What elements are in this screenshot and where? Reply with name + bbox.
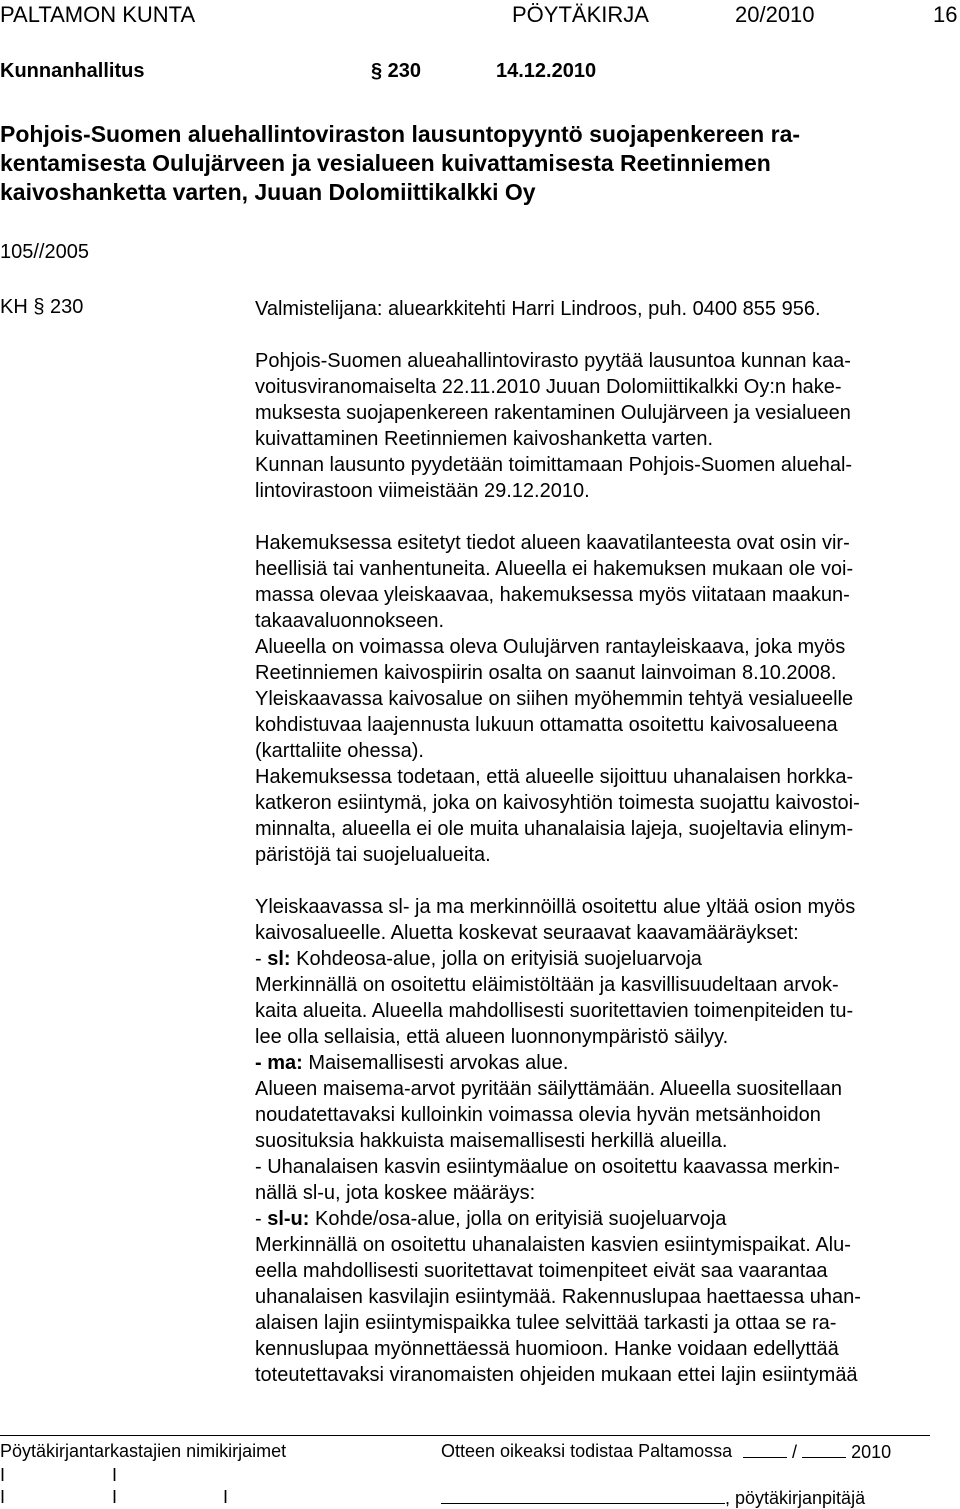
body-name: Kunnanhallitus: [0, 60, 145, 82]
date-slash: /: [792, 1442, 798, 1462]
text-line: voitusviranomaiselta 22.11.2010 Juuan Dolomiittikalkki Oy:n hake-: [255, 376, 842, 398]
section-label: KH § 230: [0, 296, 84, 318]
paragraph-regulations: [255, 894, 960, 1388]
month-blank: [802, 1441, 846, 1458]
meeting-date: 14.12.2010: [496, 60, 597, 82]
text-line: - ma: Maisemallisesti arvokas alue.: [255, 1052, 569, 1074]
text-line: kuivattaminen Reetinniemen kaivoshanketta varten.: [255, 428, 714, 450]
signature-blank: [441, 1487, 725, 1504]
document-body: [255, 296, 960, 1388]
text-line: - sl-u: Kohde/osa-alue, jolla on erityisiä suojeluarvoja: [255, 1208, 727, 1230]
text-line: Hakemuksessa todetaan, että alueelle sijoittuu uhanalaisen horkka-: [255, 766, 854, 788]
text-line: Alueen maisema-arvot pyritään säilyttämään. Alueella suositellaan: [255, 1078, 842, 1100]
text-line: eella mahdollisesti suoritettavat toimenpiteet eivät saa vaarantaa: [255, 1260, 828, 1282]
text-line: toteutettavaksi viranomaisten ohjeiden mukaan ettei lajin esiintymää: [255, 1364, 858, 1386]
text-line: noudatettavaksi kulloinkin voimassa olevia hyvän metsänhoidon: [255, 1104, 821, 1126]
initials-divider: I: [112, 1487, 118, 1507]
text-line: kohdistuvaa laajennusta lukuun ottamatta osoitettu kaivosalueena: [255, 714, 838, 736]
text-line: kennuslupaa myönnettäessä huomioon. Hanke voidaan edellyttää: [255, 1338, 839, 1360]
text-line: kaita alueita. Alueella mahdollisesti suoritettavien toimenpiteiden tu-: [255, 1000, 854, 1022]
text-line: suosituksia hakkuista maisemallisesti herkillä alueilla.: [255, 1130, 728, 1152]
text-line: - Uhanalaisen kasvin esiintymäalue on osoitettu kaavassa merkin-: [255, 1156, 840, 1178]
text-line: alaisen lajin esiintymispaikka tulee selvittää tarkasti ja ottaa se ra-: [255, 1312, 837, 1334]
text-line: uhanalaisen kasvilajin esiintymää. Rakennuslupaa haettaessa uhan-: [255, 1286, 861, 1308]
text-line: muksesta suojapenkereen rakentaminen Oulujärveen ja vesialueen: [255, 402, 851, 424]
text-line: Alueella on voimassa oleva Oulujärven rantayleiskaava, joka myös: [255, 636, 846, 658]
document-number: 20/2010: [735, 2, 815, 27]
section-number: § 230: [371, 60, 422, 82]
certification-date-field: [743, 1441, 891, 1463]
text-line: nällä sl-u, jota koskee määräys:: [255, 1182, 536, 1204]
initials-divider: I: [0, 1465, 6, 1485]
text-line: katkeron esiintymä, joka on kaivosyhtiön toimesta suojattu kaivostoi-: [255, 792, 860, 814]
paragraph-request: [255, 348, 960, 504]
title-line: kaivoshanketta varten, Juuan Dolomiittikalkki Oy: [0, 179, 536, 205]
paragraph-application: [255, 530, 960, 868]
text-line: heellisiä tai vanhentuneita. Alueella ei hakemuksen mukaan ole voi-: [255, 558, 854, 580]
text-line: Reetinniemen kaivospiirin osalta on saanut lainvoiman 8.10.2008.: [255, 662, 837, 684]
certification-year: 2010: [851, 1442, 892, 1462]
title-line: kentamisesta Oulujärveen ja vesialueen kuivattamisesta Reetinniemen: [0, 150, 771, 176]
reviewers-initials-label: Pöytäkirjantarkastajien nimikirjaimet: [0, 1441, 287, 1461]
text-line: minnalta, alueella ei ole muita uhanalaisia lajeja, suojeltavia elinym-: [255, 818, 854, 840]
text-line: Kunnan lausunto pyydetään toimittamaan Pohjois-Suomen aluehal-: [255, 454, 853, 476]
title-line: Pohjois-Suomen aluehallintoviraston lausuntopyyntö suojapenkereen ra-: [0, 121, 801, 147]
day-blank: [743, 1441, 787, 1458]
certification-label: Otteen oikeaksi todistaa Paltamossa: [441, 1441, 733, 1461]
text-line: Hakemuksessa esitetyt tiedot alueen kaavatilanteesta ovat osin vir-: [255, 532, 850, 554]
document-type: PÖYTÄKIRJA: [512, 2, 649, 27]
text-line: lee olla sellaisia, että alueen luonnonympäristö säilyy.: [255, 1026, 729, 1048]
text-line: Yleiskaavassa kaivosalue on siihen myöhemmin tehtyä vesialueelle: [255, 688, 854, 710]
text-line: - sl: Kohdeosa-alue, jolla on erityisiä suojeluarvoja: [255, 948, 702, 970]
text-line: (karttaliite ohessa).: [255, 740, 424, 762]
text-line: Merkinnällä on osoitettu eläimistöltään ja kasvillisuudeltaan arvok-: [255, 974, 839, 996]
text-line: lintovirastoon viimeistään 29.12.2010.: [255, 480, 590, 502]
initials-divider: I: [112, 1465, 118, 1485]
text-line: massa olevaa yleiskaavaa, hakemuksessa myös viitataan maakun-: [255, 584, 850, 606]
footer-divider: [0, 1435, 930, 1436]
signature-label: , pöytäkirjanpitäjä: [725, 1488, 866, 1508]
text-line: Pohjois-Suomen alueahallintovirasto pyytää lausuntoa kunnan kaa-: [255, 350, 851, 372]
reference-number: 105//2005: [0, 241, 89, 263]
municipality-name: PALTAMON KUNTA: [0, 2, 196, 27]
text-line: takaavaluonnokseen.: [255, 610, 445, 632]
page-number: 16: [933, 2, 958, 27]
page-title: [0, 120, 800, 207]
text-line: kaivosalueelle. Aluetta koskevat seuraavat kaavamääräykset:: [255, 922, 799, 944]
preparer-line: Valmistelijana: aluearkkitehti Harri Lindroos, puh. 0400 855 956.: [255, 298, 821, 320]
text-line: Merkinnällä on osoitettu uhanalaisten kasvien esiintymispaikat. Alu-: [255, 1234, 851, 1256]
text-line: Yleiskaavassa sl- ja ma merkinnöillä osoitettu alue yltää osion myös: [255, 896, 856, 918]
text-line: päristöjä tai suojelualueita.: [255, 844, 491, 866]
initials-divider: I: [223, 1487, 229, 1507]
initials-divider: I: [0, 1487, 6, 1507]
page-footer: [0, 1435, 960, 1509]
signature-field: [441, 1487, 865, 1509]
